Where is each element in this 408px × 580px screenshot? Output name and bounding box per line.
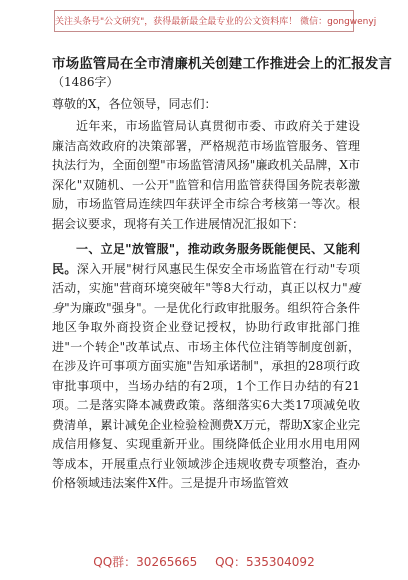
qq-group: QQ群：30265665 [93, 555, 198, 569]
section-1-paragraph [52, 240, 360, 494]
document-body [52, 55, 392, 494]
contact-footer [0, 553, 408, 570]
word-count: （1486字） [52, 75, 119, 89]
section-1-text-1: 深入开展"树行风惠民生保安全市场监管在行动"专项活动，实施"营商环境突破年"等8大行动，真正以权力 [52, 261, 360, 295]
document-title: 市场监管局在全市清廉机关创建工作推进会上的汇报发言 [52, 56, 392, 72]
salutation: 尊敬的X，各位领导，同志们： [52, 97, 217, 111]
qq-number: QQ：535304092 [215, 555, 315, 569]
intro-paragraph: 近年来，市场监管局认真贯彻市委、市政府关于建设廉洁高效政府的决策部署，严格规范市场监管服务、管理执法行为，全面创塑"市场监管清风扬"廉政机关品牌，X市深化"双随机、一公开"监管和信用监管获得国务院表彰激励，市场监管局连续四年获评全市综合考核第一等次。根据会议要求，现将有关工作进展情况汇报如下： [52, 119, 360, 231]
section-1-emphasis: "瘦身" [52, 281, 360, 315]
promo-banner: 关注头条号"公文研究"，获得最新最全最专业的公文资料库！ 微信：gongwenyj [54, 10, 354, 32]
section-1-heading: 一、立足"放管服"，推动政务服务既能便民、又能利民。 [52, 242, 360, 276]
section-1-text-2: 为廉政"强身"。一是优化行政审批服务。组织符合条件地区争取外商投资企业登记授权，协助行政审批部门推进"一个转企"改革试点、市场主体代位注销等制度创新，在涉及许可事项方面实施"告知承诺制"，承担的28项行政审批事项中，当场办结的有2项，1个工作日办结的有21项。二是落实降本减费政策。落细落实6大类17项减免收费清单，累计减免企业检验检测费X万元，帮助X家企业完成信用修复、实现重新开业。围绕降低企业用水用电用网等成本，开展重点行业领域涉企违规收费专项整治，查办价格领域违法案件X件。三是提升市场监管效 [52, 300, 360, 490]
